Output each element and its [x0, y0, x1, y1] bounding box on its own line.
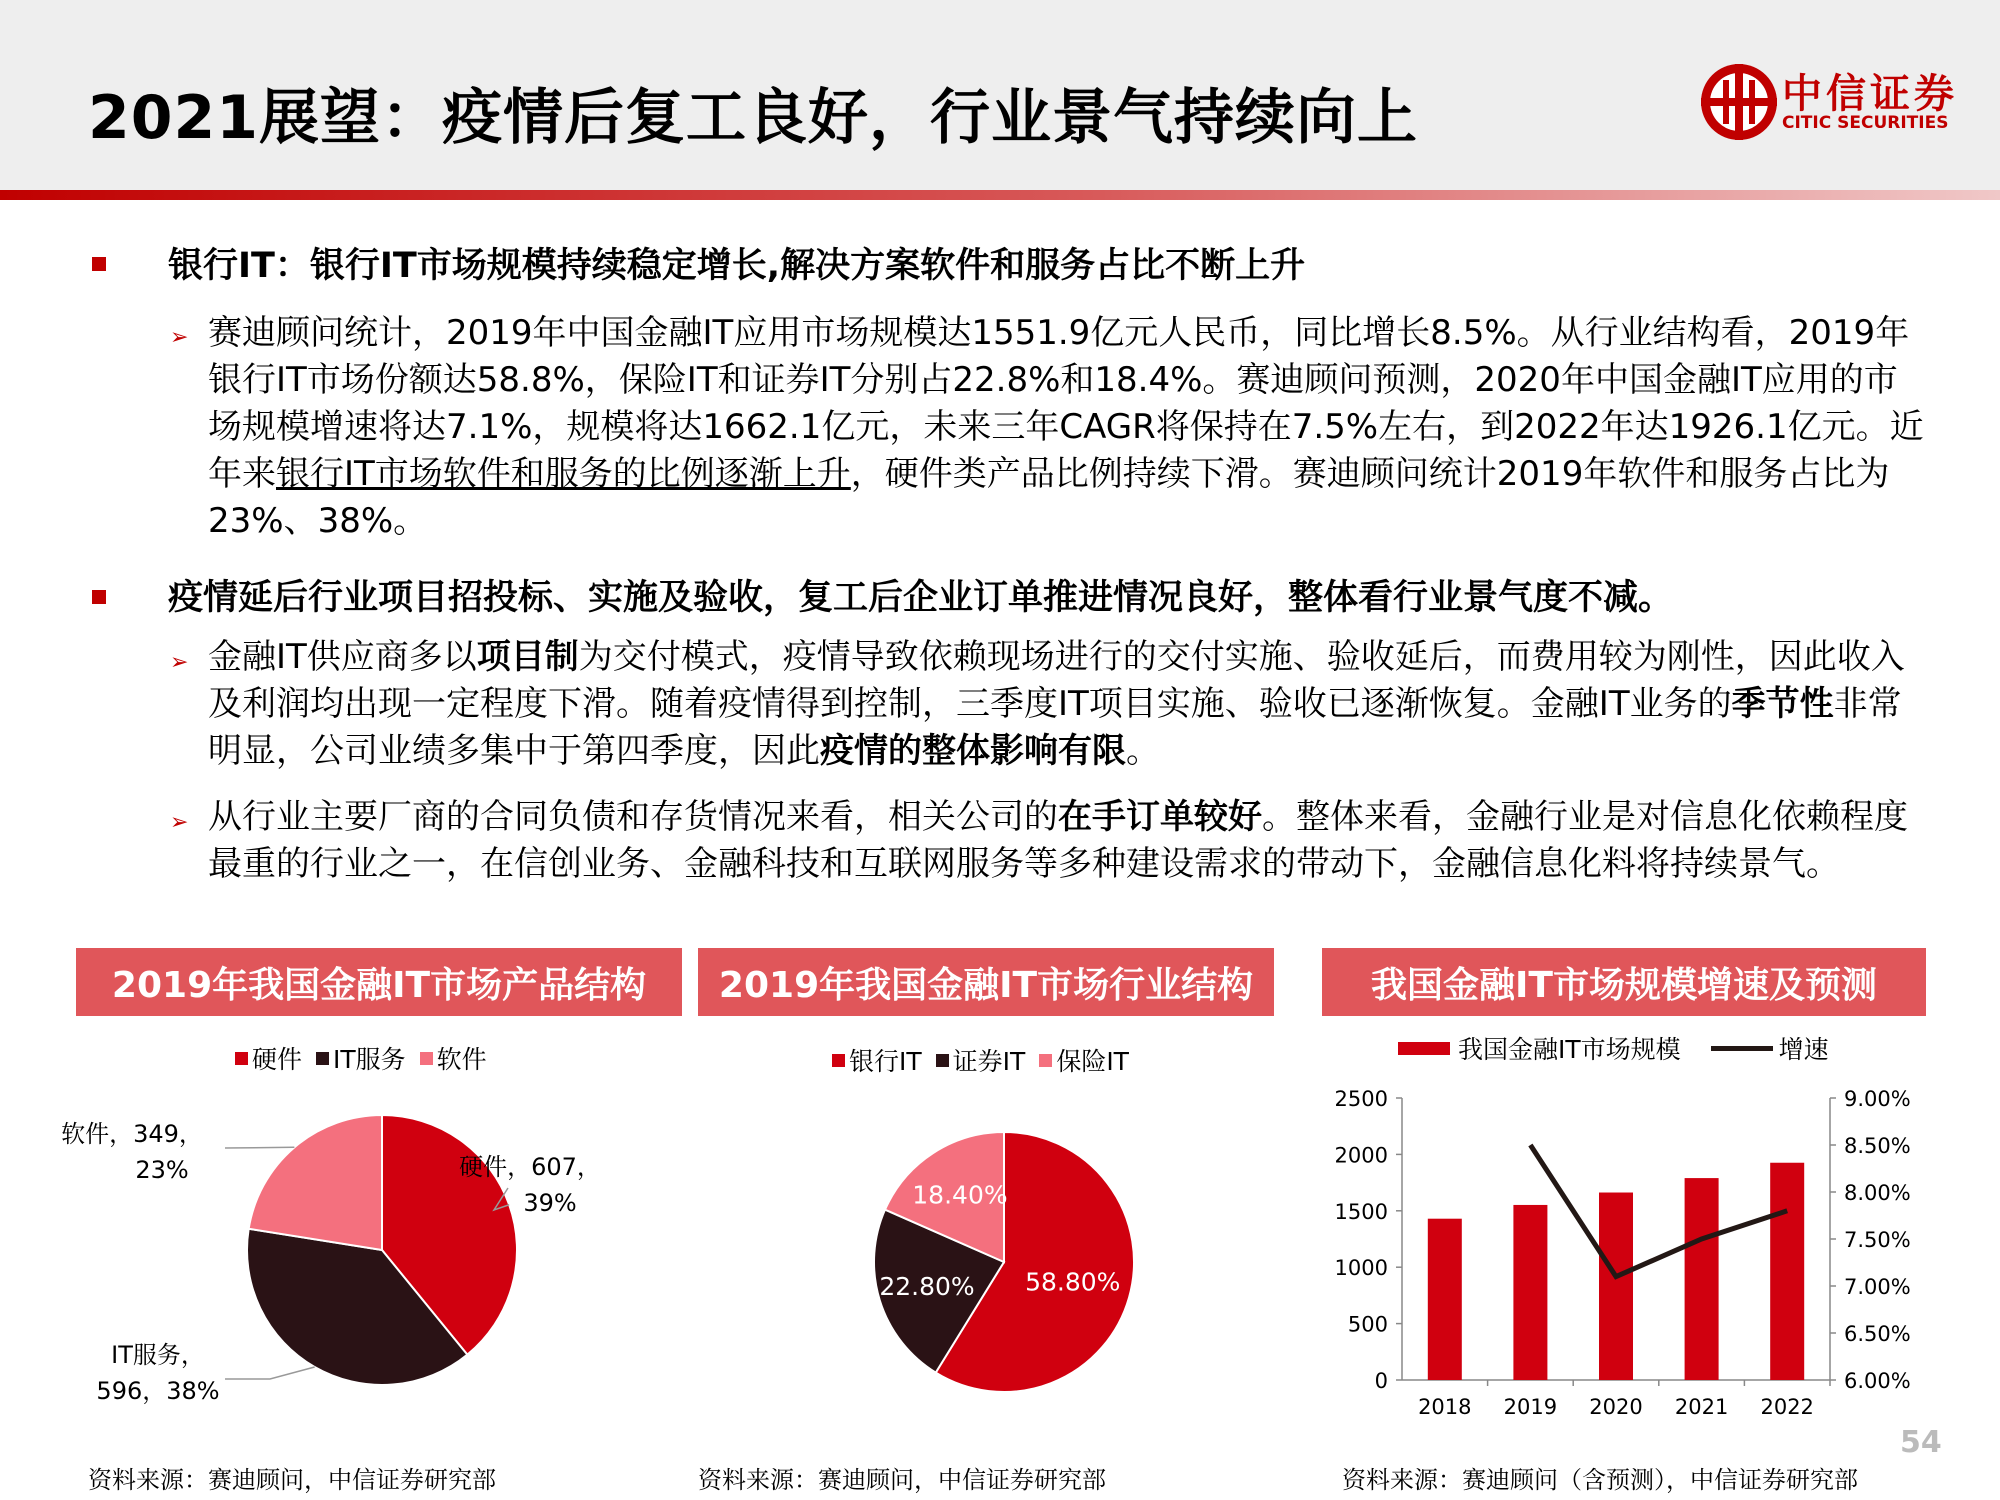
- legend-item: 硬件: [252, 1045, 303, 1074]
- legend-item: 银行IT: [849, 1047, 922, 1076]
- p1-text-b: ，硬件类产品比例持续下滑。赛迪顾问统计2019年软件和服务占比为23%、38%。: [208, 454, 1890, 541]
- legend-swatch-icon: [832, 1054, 845, 1067]
- bar: [1685, 1178, 1719, 1380]
- legend-item: IT服务: [333, 1045, 406, 1074]
- legend-item: 我国金融IT市场规模: [1458, 1035, 1681, 1064]
- pie-label: 23%: [135, 1156, 189, 1184]
- chart1-pie: [60, 1080, 700, 1480]
- leader-line: [225, 1147, 294, 1148]
- section2-paragraph-2: [208, 794, 1928, 888]
- pie-value-label: 22.80%: [879, 1271, 975, 1301]
- legend-item: 证券IT: [952, 1047, 1026, 1076]
- pie-value-label: 18.40%: [912, 1180, 1008, 1210]
- y-tick-label-right: 6.50%: [1844, 1322, 1911, 1346]
- bar: [1599, 1193, 1633, 1380]
- leader-line: [225, 1367, 315, 1379]
- legend-bar-swatch-icon: [1398, 1042, 1450, 1055]
- y-tick-label-left: 1000: [1334, 1256, 1388, 1281]
- legend-line-swatch-icon: [1711, 1046, 1773, 1051]
- legend-swatch-icon: [420, 1052, 433, 1065]
- legend-swatch-icon: [316, 1052, 329, 1065]
- chart1-legend: [235, 1040, 487, 1076]
- chart2-source: 资料来源：赛迪顾问，中信证券研究部: [698, 1466, 1106, 1494]
- y-tick-label-right: 9.00%: [1844, 1087, 1911, 1111]
- y-tick-label-right: 8.00%: [1844, 1181, 1911, 1205]
- bar: [1428, 1219, 1462, 1380]
- p2-text-c: 非常明显，公司业绩多集中于第四季度，因此: [208, 684, 1902, 771]
- chart1-source: 资料来源：赛迪顾问，中信证券研究部: [88, 1466, 496, 1494]
- p2-text-b: 为交付模式，疫情导致依赖现场进行的交付实施、验收延后，而费用较为刚性，因此收入及利润均出现一定程度下滑。随着疫情得到控制，三季度IT项目实施、验收已逐渐恢复。金融IT业务的: [208, 637, 1905, 724]
- p2-bold-b: 季节性: [1731, 684, 1834, 724]
- x-tick-label: 2022: [1760, 1395, 1814, 1419]
- pie-label: 硬件，607，: [459, 1153, 601, 1181]
- legend-swatch-icon: [235, 1052, 248, 1065]
- legend-swatch-icon: [936, 1054, 949, 1067]
- p2-text-a: 金融IT供应商多以: [208, 637, 477, 677]
- x-tick-label: 2021: [1674, 1395, 1729, 1419]
- chart3-title: 我国金融IT市场规模增速及预测: [1322, 948, 1926, 1016]
- p2-bold-c: 疫情的整体影响有限: [820, 731, 1126, 771]
- pie-label: 596，38%: [96, 1377, 220, 1405]
- y-tick-label-right: 7.00%: [1844, 1275, 1911, 1299]
- y-tick-label-right: 7.50%: [1844, 1228, 1911, 1252]
- chart2-legend: [832, 1042, 1129, 1078]
- x-tick-label: 2019: [1503, 1395, 1558, 1419]
- x-tick-label: 2018: [1418, 1395, 1472, 1419]
- p3-bold: 在手订单较好: [1058, 797, 1262, 837]
- bullet-square-icon: [92, 590, 106, 604]
- y-tick-label-left: 500: [1347, 1312, 1388, 1337]
- section1-paragraph: [208, 310, 1928, 545]
- y-tick-label-right: 6.00%: [1844, 1369, 1911, 1393]
- section1-heading: 银行IT：银行IT市场规模持续稳定增长,解决方案软件和服务占比不断上升: [168, 246, 1306, 286]
- bar: [1770, 1163, 1804, 1380]
- pie-slice: [249, 1115, 382, 1250]
- p3-text-b: 。整体来看，金融行业是对信息化依赖程度最重的行业之一，在信创业务、金融科技和互联网服务等多种建设需求的带动下，金融信息化料将持续景气。: [208, 797, 1908, 884]
- chart3-source: 资料来源：赛迪顾问（含预测），中信证券研究部: [1342, 1466, 1858, 1494]
- y-tick-label-left: 2500: [1334, 1087, 1388, 1111]
- legend-item: 保险IT: [1056, 1047, 1129, 1076]
- legend-swatch-icon: [1039, 1054, 1052, 1067]
- legend-item: 软件: [436, 1045, 487, 1074]
- bar: [1513, 1205, 1547, 1380]
- arrow-bullet-icon: ➢: [170, 810, 189, 835]
- y-tick-label-left: 2000: [1334, 1143, 1388, 1168]
- page-number: 54: [1900, 1425, 1942, 1460]
- section2-paragraph-1: [208, 634, 1928, 775]
- arrow-bullet-icon: ➢: [170, 650, 189, 675]
- y-tick-label-left: 0: [1374, 1369, 1388, 1393]
- bullet-square-icon: [92, 257, 106, 271]
- pie-value-label: 58.80%: [1025, 1267, 1121, 1297]
- chart2-pie: [690, 1080, 1290, 1480]
- pie-label: IT服务，: [111, 1341, 205, 1369]
- chart2-title: 2019年我国金融IT市场行业结构: [698, 948, 1274, 1016]
- p1-text-a: 赛迪顾问统计，2019年中国金融IT应用市场规模达1551.9亿元人民币，同比增长8.5%。从行业结构看，2019年银行IT市场份额达58.8%，保险IT和证券IT分别占22.8%和18.4%。赛迪顾问预测，2020年中国金融IT应用的市场规模增速将达7.1%，规模将达1662.1亿元，未来三年CAGR将保持在7.5%左右，到2022年达1926.1亿元。近年来: [208, 313, 1924, 494]
- p2-bold-a: 项目制: [476, 637, 579, 677]
- legend-item: 增速: [1778, 1035, 1829, 1064]
- header-accent-bar: [0, 190, 2000, 200]
- x-tick-label: 2020: [1589, 1395, 1643, 1419]
- chart3-legend: [1398, 1030, 1829, 1066]
- logo-text-cn: 中信证券: [1782, 71, 1958, 117]
- arrow-bullet-icon: ➢: [170, 325, 189, 350]
- y-tick-label-right: 8.50%: [1844, 1134, 1911, 1158]
- pie-label: 软件，349，: [61, 1120, 203, 1148]
- growth-line: [1530, 1145, 1787, 1277]
- logo-text-en: CITIC SECURITIES: [1782, 113, 1949, 133]
- p2-text-d: 。: [1126, 731, 1160, 771]
- pie-label: 39%: [523, 1189, 577, 1217]
- page-title: 2021展望：疫情后复工良好，行业景气持续向上: [88, 83, 1418, 153]
- section2-heading: 疫情延后行业项目招投标、实施及验收，复工后企业订单推进情况良好，整体看行业景气度不减。: [168, 578, 1674, 618]
- chart3-combo: [1310, 1080, 1950, 1420]
- p3-text-a: 从行业主要厂商的合同负债和存货情况来看，相关公司的: [208, 797, 1058, 837]
- p1-underline: 银行IT市场软件和服务的比例逐渐上升: [276, 454, 851, 494]
- chart1-title: 2019年我国金融IT市场产品结构: [76, 948, 682, 1016]
- y-tick-label-left: 1500: [1334, 1199, 1388, 1224]
